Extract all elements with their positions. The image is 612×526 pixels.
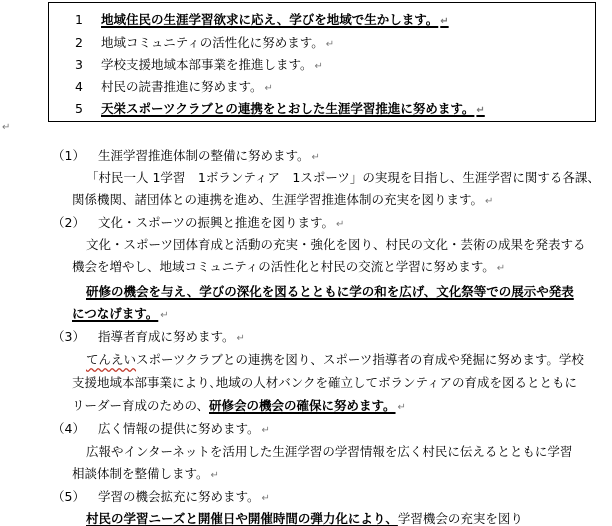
paragraph-mark-icon: ↵: [397, 402, 406, 413]
section-number: （4）: [52, 421, 85, 436]
paragraph-mark-icon: ↵: [261, 493, 270, 504]
body-line: 村民の学習ニーズと開催日や開催時間の弾力化により、学習機会の充実を図り: [86, 511, 523, 526]
body-line: リーダー育成のための、研修会の機会の確保に努めます。 ↵: [72, 398, 406, 413]
paragraph-mark-icon: ↵: [2, 122, 11, 133]
policy-number: 1: [75, 12, 83, 27]
paragraph-mark-icon: ↵: [311, 152, 320, 163]
policy-number: 4: [75, 79, 83, 94]
paragraph-mark-icon: ↵: [264, 83, 273, 94]
paragraph-mark-icon: ↵: [261, 425, 270, 436]
section-heading: [0, 418, 612, 440]
section-number: （5）: [52, 489, 85, 504]
section-number: （1）: [52, 148, 85, 163]
policy-text: 地域住民の生涯学習欲求に応え、学びを地域で生かします。 ↵: [101, 12, 449, 27]
body-line: 「村民一人 1学習 1ボランティア 1スポーツ」の実現を目指し、生涯学習に関する各課、: [86, 170, 600, 185]
section-title: 学習の機会拡充に努めます。 ↵: [98, 489, 270, 504]
section-heading: [0, 326, 612, 348]
section-heading: [0, 486, 612, 508]
bold-body-line: につなげます。 ↵: [72, 306, 169, 321]
section-number: （3）: [52, 329, 85, 344]
body-line: 関係機関、諸団体との連携を進め、生涯学習推進体制の充実を図ります。 ↵: [72, 192, 494, 207]
bold-body-line: 研修の機会を与え、学びの深化を図るとともに学の和を広げ、文化祭等での展示や発表: [86, 284, 574, 299]
paragraph-mark-icon: ↵: [160, 310, 169, 321]
body-line: 支援地域本部事業により､地域の人材バンクを確立してボランティアの育成を図るとともに: [72, 375, 578, 390]
paragraph-mark-icon: ↵: [236, 333, 245, 344]
paragraph-mark-icon: ↵: [485, 196, 494, 207]
policy-number: 3: [75, 57, 83, 72]
paragraph-mark-icon: ↵: [496, 263, 506, 274]
paragraph-mark-icon: ↵: [476, 105, 485, 116]
paragraph-mark-icon: ↵: [440, 16, 449, 27]
policy-text: 村民の読書推進に努めます。 ↵: [101, 79, 273, 94]
section-title: 指導者育成に努めます。 ↵: [98, 329, 245, 344]
section-number: （2）: [52, 215, 85, 230]
policy-text: 学校支援地域本部事業を推進します。 ↵: [101, 57, 323, 72]
section-title: 広く情報の提供に努めます。 ↵: [98, 421, 270, 436]
paragraph-mark-icon: ↵: [325, 39, 335, 50]
body-line: 広報やインターネットを活用した生涯学習の学習情報を広く村民に伝えるとともに学習: [86, 444, 573, 459]
paragraph-mark-icon: ↵: [314, 61, 323, 72]
paragraph-mark-icon: ↵: [336, 219, 345, 230]
section-heading: [0, 212, 612, 234]
body-line: てんえいスポーツクラブとの連携を図り、スポーツ指導者の育成や発掘に努めます。学校: [86, 352, 584, 367]
section-title: 生涯学習推進体制の整備に努めます。 ↵: [98, 148, 320, 163]
body-line: 相談体制を整備します。 ↵: [72, 466, 219, 481]
policy-number: 5: [75, 101, 83, 116]
section-heading: [0, 145, 612, 167]
paragraph-mark-icon: ↵: [210, 470, 219, 481]
policy-box: [48, 2, 596, 122]
section-title: 文化・スポーツの振興と推進を図ります。 ↵: [98, 215, 345, 230]
policy-number: 2: [75, 35, 83, 50]
policy-text: 天栄スポーツクラブとの連携をとおした生涯学習推進に努めます。 ↵: [101, 101, 485, 116]
body-line: 機会を増やし、地域コミュニティの活性化と村民の交流と学習に努めます。 ↵: [72, 259, 506, 274]
wavy-underline-word: てんえい: [86, 352, 137, 367]
policy-text: 地域コミュニティの活性化に努めます。 ↵: [101, 35, 335, 50]
body-line: 文化・スポーツ団体育成と活動の充実・強化を図り、村民の文化・芸術の成果を発表する: [86, 237, 586, 252]
